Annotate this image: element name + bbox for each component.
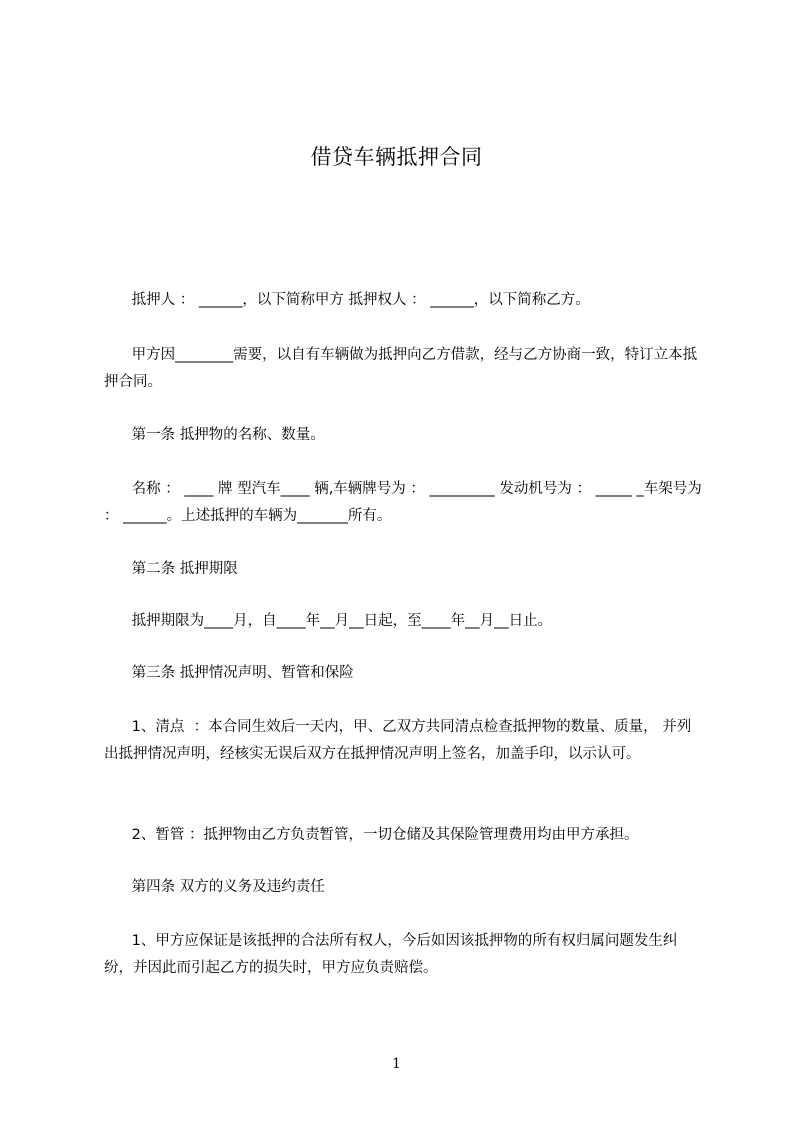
paragraph-term: 抵押期限为____月，自____年__月__日起，至____年__月__日止。 [104,613,553,629]
article-4-heading: 第四条 双方的义务及违约责任 [104,879,325,895]
paragraph-obligation-1: 1、甲方应保证是该抵押的合法所有权人，今后如因该抵押物的所有权归属问题发生纠纷，并因此而引起乙方的损失时，甲方应负责赔偿。 [104,933,678,976]
paragraph-collateral-details: 名称 ： ____ 牌 型汽车____ 辆,车辆牌号为 ： _________ 发动机号为 ： _____ _车架号为 ： ______。上述抵押的车辆为_______所有。 [104,481,711,524]
paragraph-inventory: 1、清点 ：本合同生效后一天内，甲、乙双方共同清点检查抵押物的数量、质量， 并列出抵押情况声明，经核实无误后双方在抵押情况声明上签名，加盖手印，以示认可。 [104,719,692,762]
page-number: 1 [392,1056,401,1072]
paragraph-custody: 2、暂管 ：抵押物由乙方负责暂管，一切仓储及其保险管理费用均由甲方承担。 [104,827,639,843]
page-title: 借贷车辆抵押合同 [310,145,483,169]
paragraph-purpose: 甲方因________需要，以自有车辆做为抵押向乙方借款，经与乙方协商一致，特订立本抵押合同。 [104,347,698,390]
article-3-heading: 第三条 抵押情况声明、暂管和保险 [104,665,354,681]
paragraph-parties: 抵押人 ： ______，以下简称甲方 抵押权人 ： ______，以下简称乙方。 [104,292,590,308]
article-2-heading: 第二条 抵押期限 [104,561,238,577]
article-1-heading: 第一条 抵押物的名称、数量。 [104,427,325,443]
